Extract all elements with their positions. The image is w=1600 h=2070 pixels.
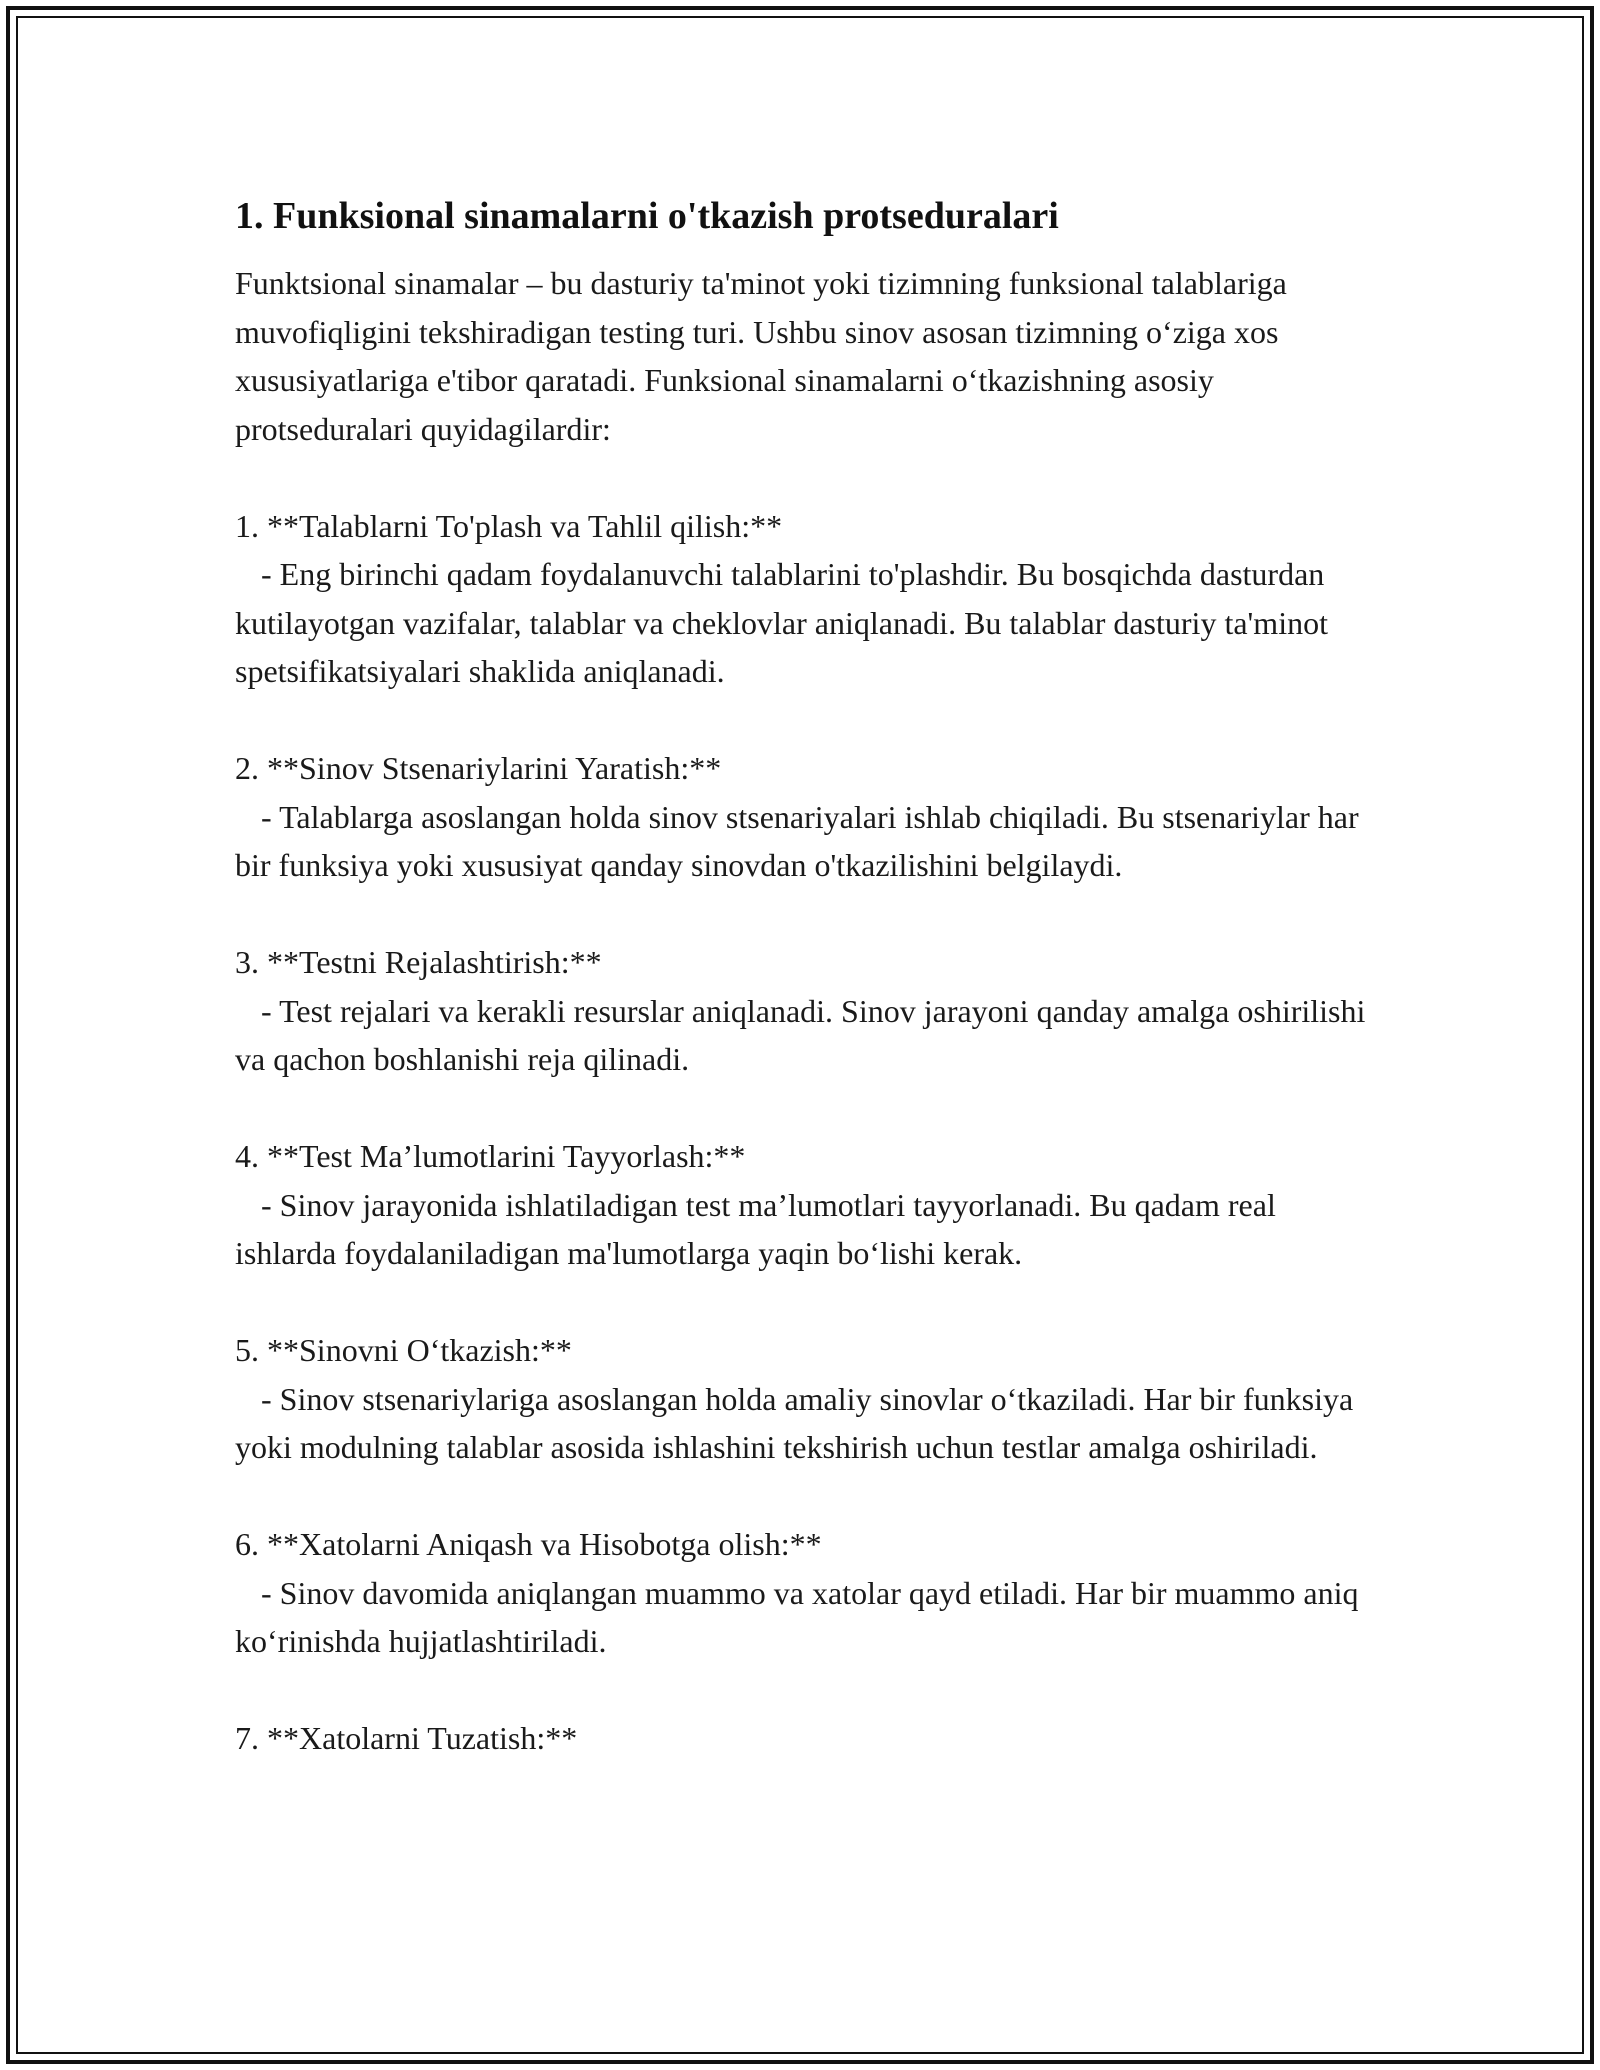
step-5 — [235, 1326, 1375, 1472]
step-body: - Sinov davomida aniqlangan muammo va xatolar qayd etiladi. Har bir muammo aniq ko‘rinishda hujjatlashtiriladi. — [235, 1574, 1359, 1659]
step-heading: 5. **Sinovni O‘tkazish:** — [235, 1332, 572, 1368]
step-body: - Sinov stsenariylariga asoslangan holda amaliy sinovlar o‘tkaziladi. Har bir funksiya yoki modulning talablar asosida ishlashini tekshirish uchun testlar amalga oshiriladi. — [235, 1380, 1354, 1465]
step-heading: 3. **Testni Rejalashtirish:** — [235, 944, 602, 980]
step-body: - Talablarga asoslangan holda sinov stsenariyalari ishlab chiqiladi. Bu stsenariylar har bir funksiya yoki xususiyat qanday sinovdan o'tkazilishini belgilaydi. — [235, 798, 1359, 883]
step-heading: 6. **Xatolarni Aniqash va Hisobotga olish:** — [235, 1526, 822, 1562]
step-7 — [235, 1714, 1375, 1763]
intro-paragraph: Funktsional sinamalar – bu dasturiy ta'minot yoki tizimning funksional talablariga muvofiqligini tekshiradigan testing turi. Ushbu sinov asosan tizimning o‘ziga xos xususiyatlariga e'tibor qaratadi. Funksional sinamalarni o‘tkazishning asosiy protseduralari quyidagilardir: — [235, 265, 1287, 447]
document-content — [235, 188, 1375, 1763]
step-6 — [235, 1520, 1375, 1666]
step-1 — [235, 502, 1375, 696]
step-body: - Eng birinchi qadam foydalanuvchi talablarini to'plashdir. Bu bosqichda dasturdan kutilayotgan vazifalar, talablar va cheklovlar aniqlanadi. Bu talablar dasturiy ta'minot spetsifikatsiyalari shaklida aniqlanadi. — [235, 556, 1328, 689]
step-2 — [235, 744, 1375, 890]
step-4 — [235, 1132, 1375, 1278]
step-3 — [235, 938, 1375, 1084]
step-heading: 4. **Test Ma’lumotlarini Tayyorlash:** — [235, 1138, 746, 1174]
step-heading: 2. **Sinov Stsenariylarini Yaratish:** — [235, 750, 722, 786]
step-heading: 7. **Xatolarni Tuzatish:** — [235, 1720, 578, 1756]
step-heading: 1. **Talablarni To'plash va Tahlil qilish:** — [235, 507, 783, 544]
document-title: 1. Funksional sinamalarni o'tkazish protseduralari — [235, 195, 1059, 237]
step-body: - Test rejalari va kerakli resurslar aniqlanadi. Sinov jarayoni qanday amalga oshirilishi va qachon boshlanishi reja qilinadi. — [235, 992, 1366, 1077]
step-body: - Sinov jarayonida ishlatiladigan test ma’lumotlari tayyorlanadi. Bu qadam real ishlarda foydalaniladigan ma'lumotlarga yaqin bo‘lishi kerak. — [235, 1186, 1276, 1271]
